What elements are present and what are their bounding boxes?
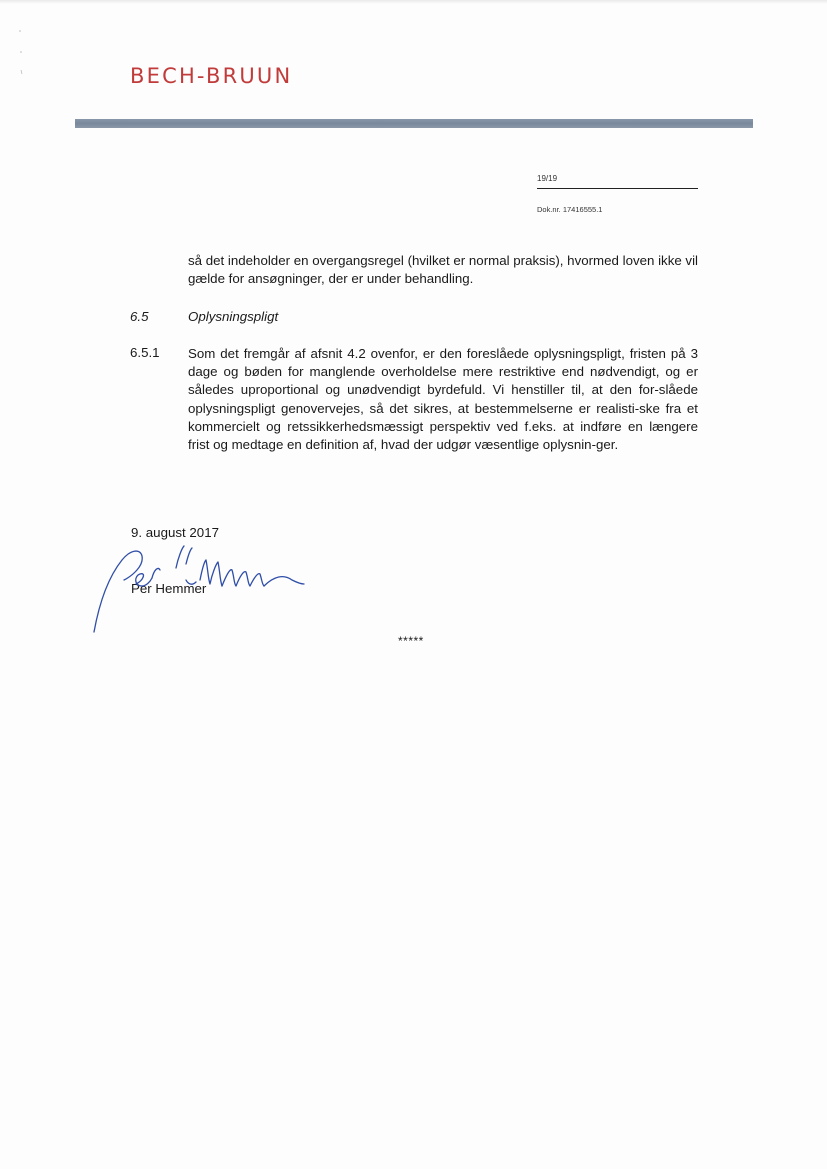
company-logo: BECH-BRUUN bbox=[130, 64, 293, 88]
handwritten-signature-icon bbox=[88, 540, 318, 640]
margin-specks-icon bbox=[16, 28, 28, 88]
signer-name: Per Hemmer bbox=[131, 581, 207, 596]
paragraph-body: Som det fremgår af afsnit 4.2 ovenfor, er den foreslåede oplysningspligt, fristen på 3 dage og bøden for manglende overholdelse mere restriktive end nødvendigt, og er således uproportional og unødvendigt byrdefuld. Vi henstiller til, at den for-slåede oplysningspligt genovervejes, så det sikres, at bestemmelserne er realisti-ske fra et kommercielt og retssikkerhedsmæssigt perspektiv ved f.eks. at indføre en længere frist og medtage en definition af, hvad der udgør væsentlige oplysnin-ger. bbox=[188, 346, 698, 453]
signing-date: 9. august 2017 bbox=[131, 525, 219, 540]
end-of-document-marker: ***** bbox=[398, 634, 424, 648]
section-title: Oplysningspligt bbox=[188, 309, 279, 324]
page-indicator: 19/19 bbox=[537, 174, 558, 183]
scan-edge-shadow bbox=[0, 0, 827, 4]
intro-paragraph: så det indeholder en overgangsregel (hvilket er normal praksis), hvormed loven ikke vil gælde for ansøgninger, der er under behandling. bbox=[188, 253, 698, 287]
section-number: 6.5 bbox=[130, 309, 149, 324]
header-band bbox=[75, 119, 753, 128]
document-number: Dok.nr. 17416555.1 bbox=[537, 205, 603, 214]
paragraph-number: 6.5.1 bbox=[130, 345, 160, 360]
meta-divider bbox=[537, 188, 698, 189]
